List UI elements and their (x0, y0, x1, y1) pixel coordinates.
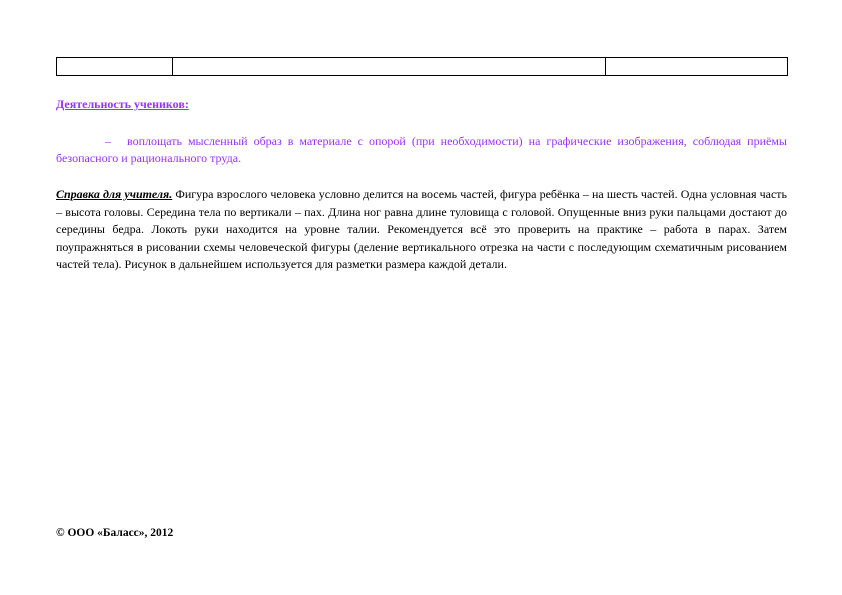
bullet-text: воплощать мысленный образ в материале с опорой (при необходимости) на графические изображения, соблюдая приёмы безопасного и рационального труда. (56, 134, 787, 165)
table-row (57, 58, 788, 76)
activity-bullet (56, 133, 787, 167)
teacher-note (56, 186, 787, 274)
header-table (56, 57, 788, 76)
teacher-note-body: Фигура взрослого человека условно делится на восемь частей, фигура ребёнка – на шесть частей. Одна условная часть – высота головы. Середина тела по вертикали – пах. Длина ног равна длине туловища с головой. Опущенные вниз руки пальцами достают до середины бедра. Локоть руки находится на уровне талии. Рекомендуется всё это проверить на практике – работа в парах. Затем поупражняться в рисовании схемы человеческой фигуры (деление вертикального отрезка на части с последующим схематичным рисованием частей тела). Рисунок в дальнейшем используется для разметки размера каждой детали. (56, 187, 787, 272)
table-cell-1 (57, 58, 173, 76)
teacher-note-lead: Справка для учителя. (56, 187, 173, 201)
table-cell-3 (606, 58, 788, 76)
table-cell-2 (173, 58, 606, 76)
bullet-dash: – (105, 134, 111, 148)
copyright-footer: © ООО «Баласс», 2012 (56, 527, 174, 539)
activity-heading: Деятельность учеников: (56, 97, 189, 111)
